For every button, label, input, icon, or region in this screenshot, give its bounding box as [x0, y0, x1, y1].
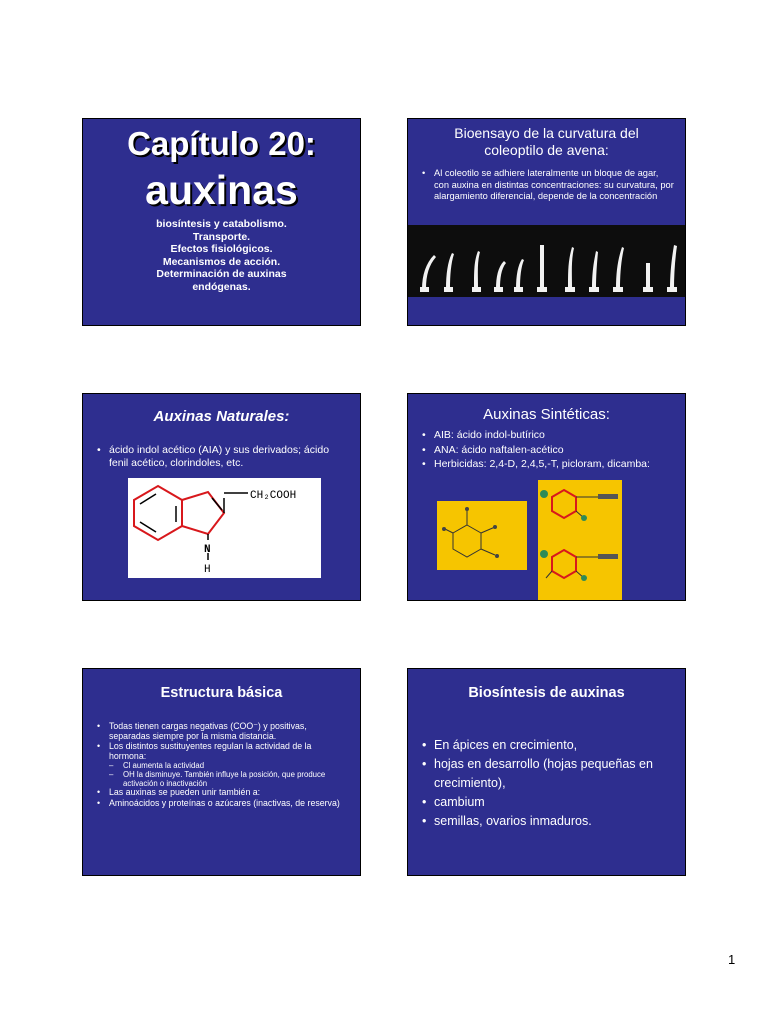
bullet-item: • ácido indol acético (AIA) y sus derivados; ácido fenil acético, clorindoles, etc. [97, 444, 350, 470]
bullet-list [422, 168, 675, 203]
bullet-item: • Las auxinas se pueden unir también a: [97, 788, 348, 798]
bullet-item: • Herbicidas: 2,4-D, 2,4,5,-T, picloram, dicamba: [422, 457, 675, 472]
indole-structure-icon [128, 478, 321, 578]
topic-line: endógenas. [192, 280, 251, 293]
bullet-list [422, 736, 675, 831]
slide-title-heading: Capítulo 20: [127, 125, 316, 162]
topic-line: Transporte. [192, 230, 251, 243]
bullet-list [422, 428, 675, 472]
herbicide-structures-icon [538, 480, 622, 601]
topic-line: Efectos fisiológicos. [170, 243, 273, 255]
dicamba-structure-figure [437, 501, 527, 570]
topic-line: biosíntesis y catabolismo. [156, 218, 287, 230]
bullet-item: • hojas en desarrollo (hojas pequeñas en crecimiento), [422, 755, 675, 793]
heading-line: coleoptilo de avena: [484, 142, 609, 158]
bullet-item: • semillas, ovarios inmaduros. [422, 812, 675, 831]
side-chain-label: CH₂COOH [250, 490, 297, 502]
slide-heading: Auxinas Naturales: [153, 408, 290, 425]
slide-heading [418, 125, 675, 159]
slide-title [82, 118, 361, 326]
bullet-list [97, 444, 350, 470]
phenoxy-herbicides-figure [538, 480, 622, 601]
slide-auxinas-sinteticas [407, 393, 686, 601]
bullet-item: • Aminoácidos y proteínas o azúcares (inactivas, de reserva) [97, 799, 348, 809]
coleoptile-photo [408, 225, 685, 297]
topic-line: Determinación de auxinas [156, 268, 287, 280]
bullet-item: • En ápices en crecimiento, [422, 736, 675, 755]
iaa-structure-figure [128, 478, 321, 578]
slide-auxinas-naturales [82, 393, 361, 601]
bullet-item: • Todas tienen cargas negativas (COO⁻) y positivas, separadas siempre por la misma distancia. [97, 722, 348, 741]
page-number: 1 [728, 952, 736, 967]
dicamba-structure-icon [437, 501, 527, 570]
slide-heading: Biosíntesis de auxinas [468, 685, 625, 701]
bullet-item: • Los distintos sustituyentes regulan la actividad de la hormona: [97, 742, 348, 761]
topic-line: Mecanismos de acción. [162, 255, 281, 268]
coleoptile-illustration [408, 225, 686, 297]
heading-line: Bioensayo de la curvatura del [454, 125, 639, 141]
slide-estructura-basica [82, 668, 361, 876]
bullet-item: • AIB: ácido indol-butírico [422, 428, 675, 443]
slide-heading: Estructura básica [160, 685, 283, 701]
nitrogen-label: N [204, 544, 211, 556]
sub-bullet-item: – Cl aumenta la actividad [109, 762, 348, 771]
bullet-list [97, 722, 348, 809]
bullet-item: • Al coleotilo se adhiere lateralmente un bloque de agar, con auxina en distintas concentraciones: su curvatura, por alargamiento diferencial, depende de la concentración [422, 168, 675, 203]
bullet-item: • ANA: ácido naftalen-acético [422, 443, 675, 458]
slide-title-subject: auxinas [145, 167, 298, 213]
slide-heading: Auxinas Sintéticas: [483, 406, 610, 423]
bullet-item: • cambium [422, 793, 675, 812]
slide-title-topics [83, 218, 360, 293]
slide-biosintesis [407, 668, 686, 876]
sub-bullet-item: – OH la disminuye. También influye la posición, que produce activación o inactivación [109, 771, 348, 788]
slide-bioensayo [407, 118, 686, 326]
hydrogen-label: H [204, 564, 211, 576]
